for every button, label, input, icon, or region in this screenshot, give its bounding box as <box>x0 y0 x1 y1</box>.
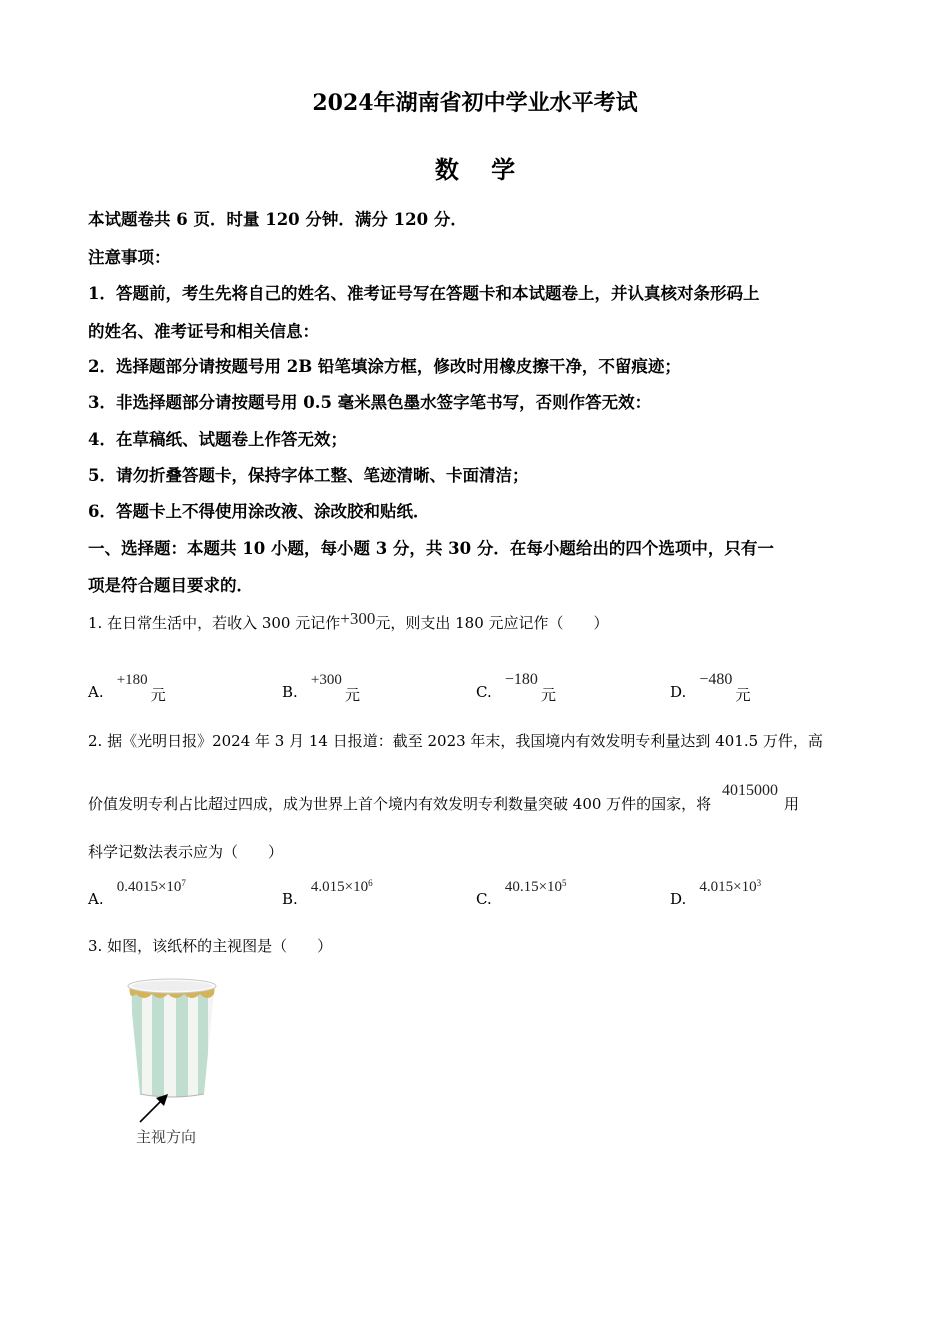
option-value: $40.15\times 10^5$ <box>504 878 567 895</box>
option-value: $4.015\times 10^6$ <box>310 878 373 895</box>
notice-item-6: 6．答题卡上不得使用涂改液、涂改胶和贴纸． <box>88 502 430 521</box>
q2-option-a[interactable] <box>88 876 186 908</box>
notice-item-5: 5．请勿折叠答题卡，保持字体工整、笔迹清晰、卡面清洁； <box>88 466 529 485</box>
notice-item-1-cont: 的姓名、准考证号和相关信息： <box>88 322 319 341</box>
question-2-math: 4015000 <box>721 782 778 799</box>
option-value: $4.015\times 10^3$ <box>699 878 762 895</box>
subject-title: 数 学 <box>434 155 528 184</box>
option-unit: 元 <box>540 686 556 704</box>
question-1-text-end: 元，则支出 180 元应记作（ ） <box>375 614 609 632</box>
q1-option-a[interactable] <box>88 668 166 704</box>
section-header-cont: 项是符合题目要求的． <box>88 576 253 595</box>
question-2-text: 价值发明专利占比超过四成，成为世界上首个境内有效发明专利数量突破 400 万件的国家，将 <box>88 795 712 813</box>
option-letter: A. <box>88 683 104 701</box>
notice-item-4: 4．在草稿纸、试题卷上作答无效； <box>88 430 347 449</box>
paper-cup-figure <box>118 972 228 1102</box>
option-value: +180 <box>116 672 148 688</box>
intro-line: 本试题卷共 6 页．时量 120 分钟．满分 120 分． <box>88 210 467 229</box>
notice-item-1: 1．答题前，考生先将自己的姓名、准考证号写在答题卡和本试题卷上，并认真核对条形码上 <box>88 284 760 303</box>
option-letter: D. <box>670 890 687 908</box>
notice-item-3: 3．非选择题部分请按题号用 0.5 毫米黑色墨水签字笔书写，否则作答无效： <box>88 393 652 412</box>
notice-title: 注意事项： <box>88 248 171 267</box>
question-3: 3. 如图，该纸杯的主视图是（ ） <box>88 937 333 955</box>
option-value: $0.4015\times 10^7$ <box>116 878 186 895</box>
question-1-text: 1. 在日常生活中，若收入 300 元记作 <box>88 614 341 632</box>
q1-option-c[interactable] <box>476 668 556 704</box>
question-1 <box>88 609 609 633</box>
exam-title: 2024年湖南省初中学业水平考试 <box>312 90 638 116</box>
q2-option-c[interactable] <box>476 876 567 908</box>
view-direction-label: 主视方向 <box>136 1128 197 1146</box>
question-2-line3: 科学记数法表示应为（ ） <box>88 843 284 861</box>
view-direction-arrow-icon <box>134 1090 174 1126</box>
q2-option-b[interactable] <box>282 876 373 908</box>
option-letter: C. <box>476 683 492 701</box>
option-letter: D. <box>670 683 687 701</box>
q2-option-d[interactable] <box>670 876 762 908</box>
option-letter: B. <box>282 683 298 701</box>
question-2-line2 <box>88 782 799 814</box>
question-2: 2. 据《光明日报》2024 年 3 月 14 日报道：截至 2023 年末，我国境内有效发明专利量达到 401.5 万件，高 <box>88 732 823 750</box>
option-unit: 元 <box>344 686 360 704</box>
option-value: −180 <box>504 671 538 688</box>
section-header: 一、选择题：本题共 10 小题，每小题 3 分，共 30 分．在每小题给出的四个选项中，只有一 <box>88 539 774 558</box>
option-value: +300 <box>310 672 342 688</box>
option-letter: B. <box>282 890 298 908</box>
question-1-math: +300 <box>340 609 376 628</box>
option-unit: 元 <box>735 686 751 704</box>
q1-option-b[interactable] <box>282 668 360 704</box>
notice-item-2: 2．选择题部分请按题号用 2B 铅笔填涂方框，修改时用橡皮擦干净，不留痕迹； <box>88 357 681 376</box>
option-letter: A. <box>88 890 104 908</box>
q1-option-d[interactable] <box>670 668 751 704</box>
option-unit: 元 <box>150 686 166 704</box>
option-letter: C. <box>476 890 492 908</box>
option-value: −480 <box>699 671 733 688</box>
question-2-text-end: 用 <box>783 795 799 813</box>
